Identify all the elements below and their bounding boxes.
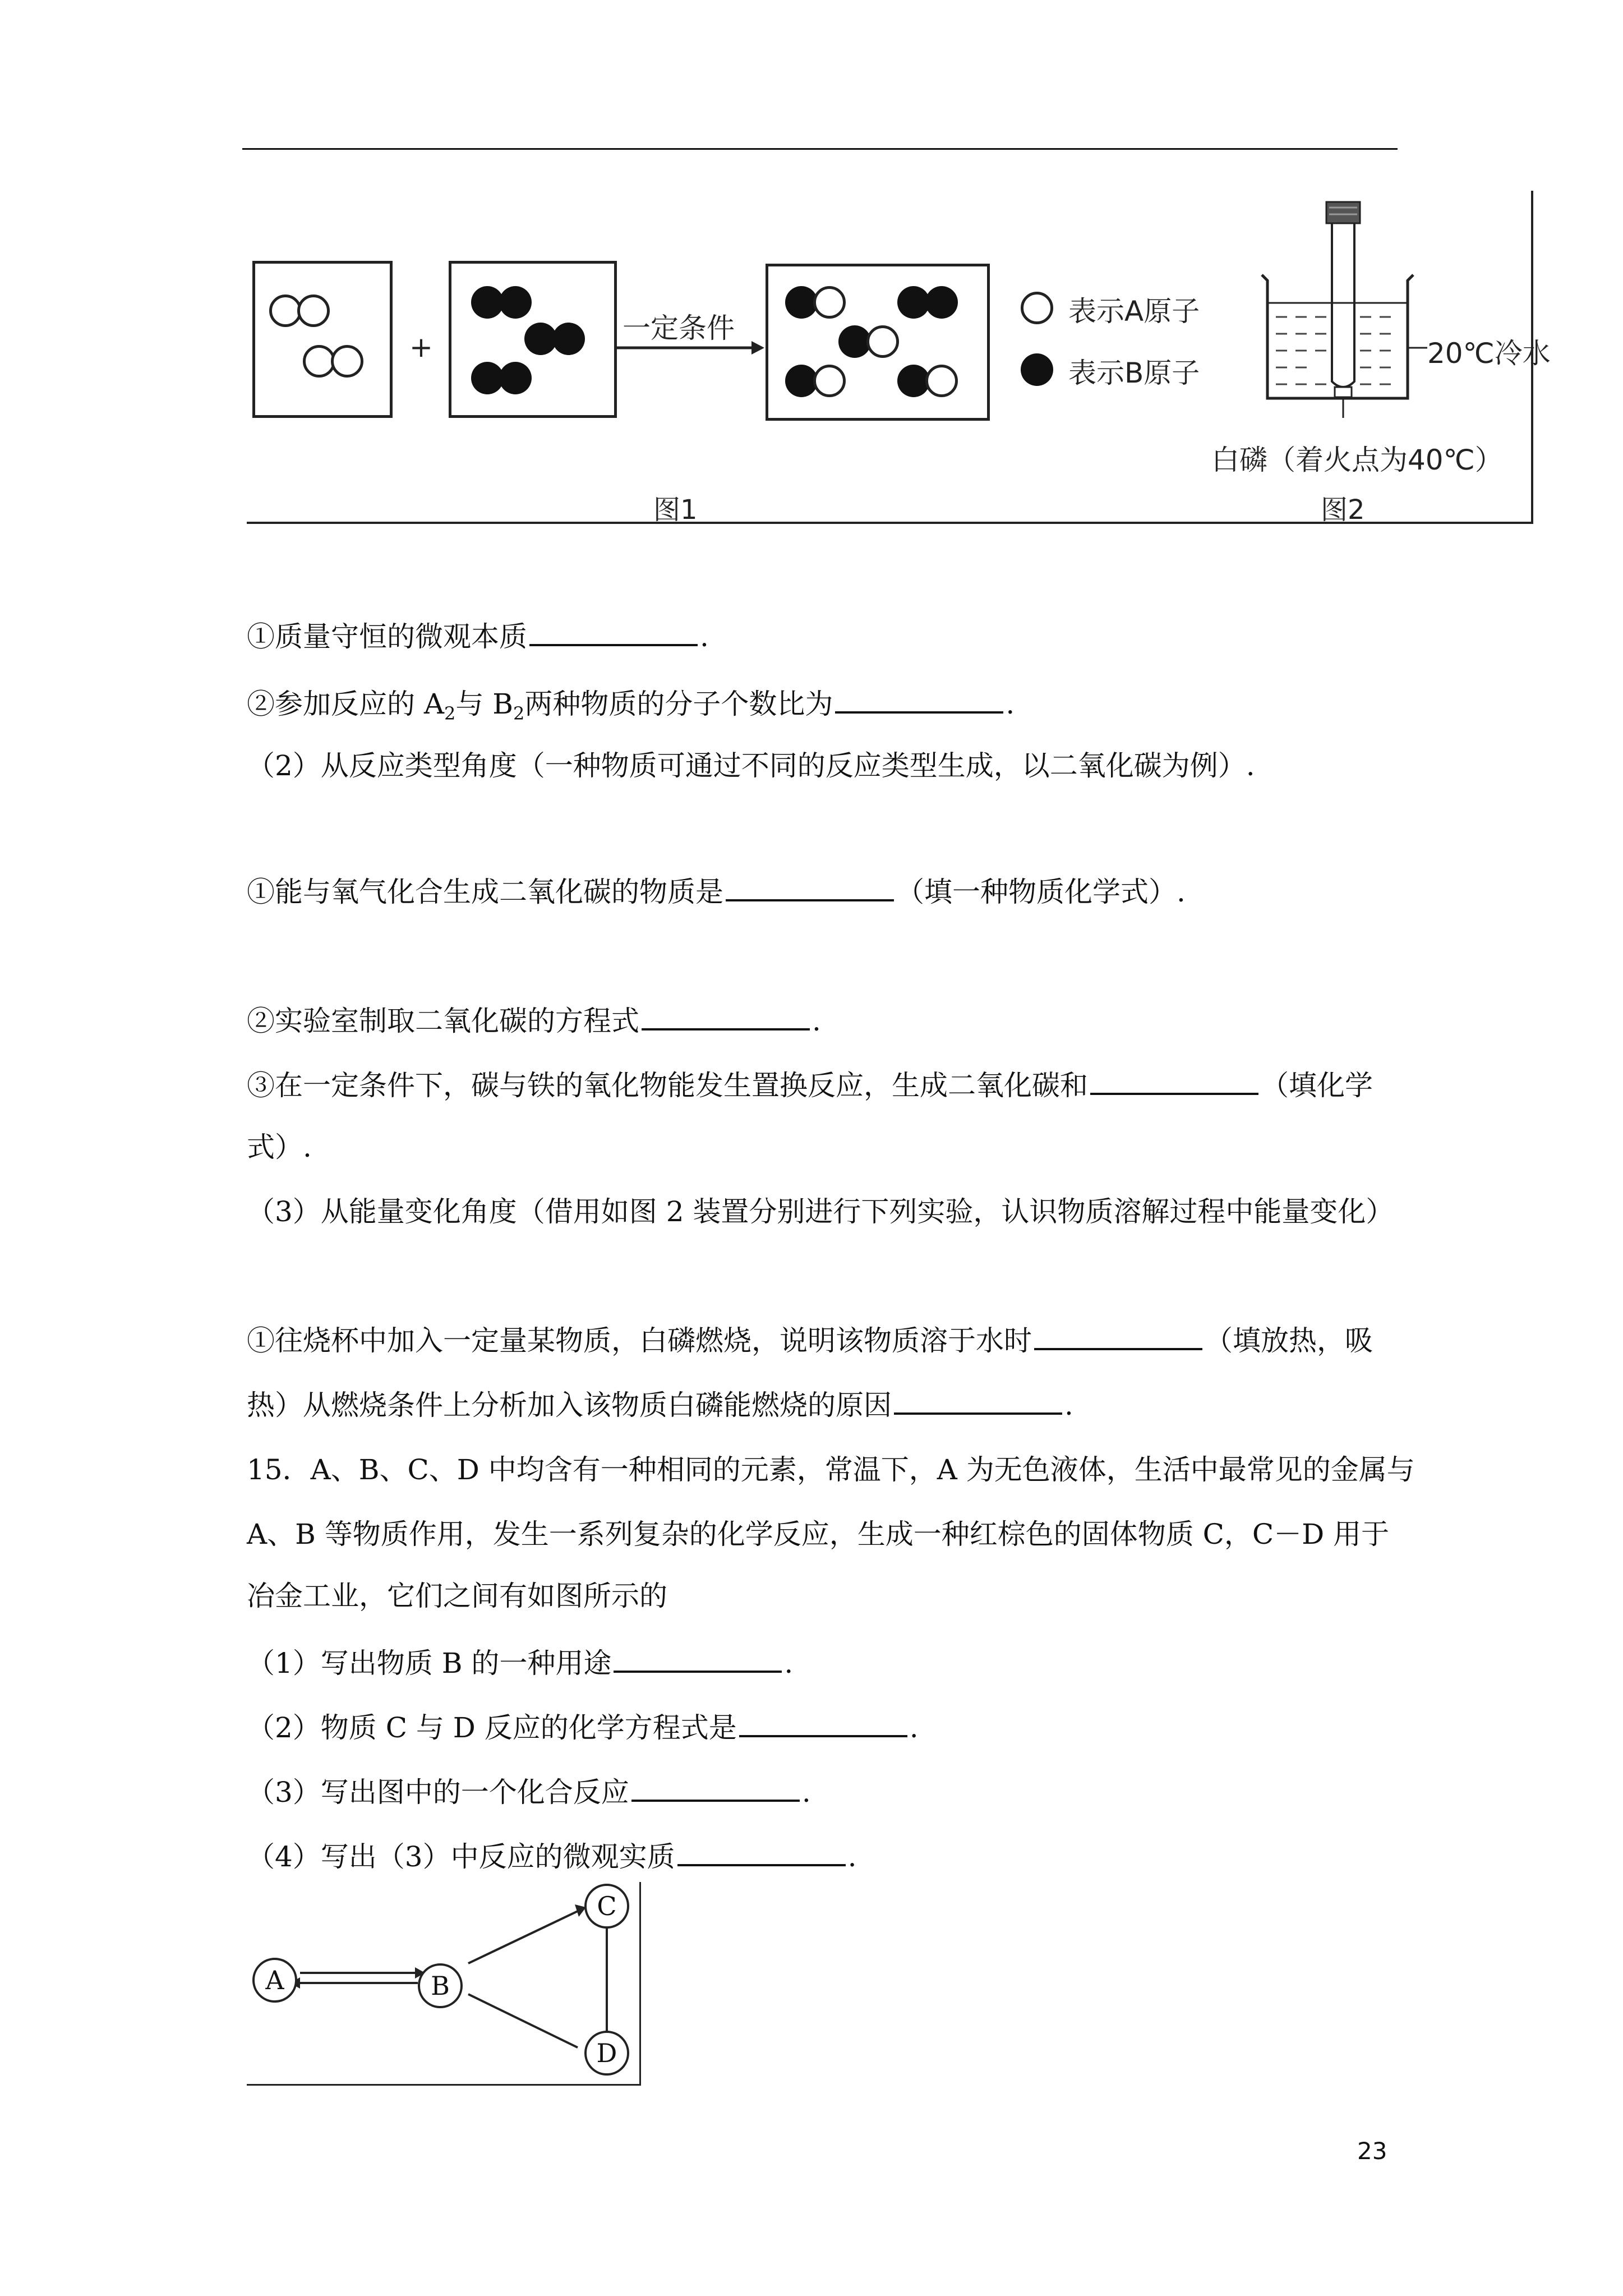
answer-blank[interactable] [1034,1322,1202,1350]
question-3-1-cont: 热）从燃烧条件上分析加入该物质白磷能燃烧的原因 . [247,1386,1073,1425]
reactant-b2-box [449,261,617,418]
figure2-caption: 图2 [1321,494,1365,526]
question-2-3-cont: 式）. [247,1131,312,1163]
arrow-label: 一定条件 [623,312,735,344]
question-1-2: ②参加反应的 $A_2$与 $B_2$两种物质的分子个数比为 . [247,684,1015,733]
question-2-1: ①能与氧气化合生成二氧化碳的物质是 （填一种物质化学式）. [247,872,1186,912]
product-box [766,264,990,421]
header-rule [242,148,1398,150]
phosphorus-label: 白磷（着火点为40℃） [1211,444,1503,476]
q15-sub-4: （4）写出（3）中反应的微观实质 . [247,1837,857,1876]
q15-stem-2: A、B 等物质作用，发生一系列复杂的化学反应，生成一种红棕色的固体物质 C，C－D 用于 [247,1518,1390,1550]
answer-blank[interactable] [739,1709,907,1737]
legend-a-symbol [1021,292,1053,324]
answer-blank[interactable] [631,1774,800,1802]
b-atom [925,286,958,319]
page-number: 23 [1357,2137,1387,2165]
node-a: A [252,1958,297,2003]
a-atom [813,365,846,397]
legend-b-label: 表示B原子 [1068,357,1200,389]
q15-stem-1: 15．A、B、C、D 中均含有一种相同的元素，常温下，A 为无色液体，生活中最常见的金属与 [247,1453,1415,1486]
node-d: D [584,2031,629,2076]
legend-b-symbol [1021,353,1053,386]
a-atom [297,295,330,327]
question-1-1: ①质量守恒的微观本质 . [247,617,709,656]
answer-blank[interactable] [726,873,894,901]
part3-title: （3）从能量变化角度（借用如图 2 装置分别进行下列实验，认识物质溶解过程中能量变化） [247,1195,1394,1228]
figure1-caption: 图1 [653,494,698,526]
q15-sub-3: （3）写出图中的一个化合反应 . [247,1773,811,1812]
part2-title: （2）从反应类型角度（一种物质可通过不同的反应类型生成，以二氧化碳为例）. [247,749,1255,782]
node-c: C [584,1884,629,1929]
answer-blank[interactable] [894,1387,1062,1415]
beaker-apparatus [1251,196,1430,421]
answer-blank[interactable] [614,1645,782,1673]
question-2-3: ③在一定条件下，碳与铁的氧化物能发生置换反应，生成二氧化碳和 （填化学 [247,1066,1373,1105]
a-atom [866,325,899,358]
plus-sign: + [409,331,433,364]
question-3-1: ①往烧杯中加入一定量某物质，白磷燃烧，说明该物质溶于水时 （填放热，吸 [247,1321,1373,1360]
a-atom [925,365,958,397]
answer-blank[interactable] [1090,1067,1258,1095]
answer-blank[interactable] [642,1002,810,1030]
reactant-a2-box [252,261,393,418]
a-atom [331,345,363,378]
answer-blank[interactable] [835,685,1003,714]
node-b: B [418,1963,463,2008]
q15-sub-2: （2）物质 C 与 D 反应的化学方程式是 . [247,1708,919,1747]
q15-sub-1: （1）写出物质 B 的一种用途 . [247,1644,793,1683]
b-atom [499,362,532,394]
b-atom [552,323,585,355]
b-atom [499,286,532,319]
legend-a-label: 表示A原子 [1068,295,1200,328]
reaction-arrow [614,337,766,359]
answer-blank[interactable] [677,1838,846,1866]
a-atom [813,286,846,319]
water-label: 20℃冷水 [1427,337,1551,370]
q15-stem-3: 冶金工业，它们之间有如图所示的 [247,1580,667,1612]
answer-blank[interactable] [529,618,698,646]
question-2-2: ②实验室制取二氧化碳的方程式 . [247,1001,821,1041]
